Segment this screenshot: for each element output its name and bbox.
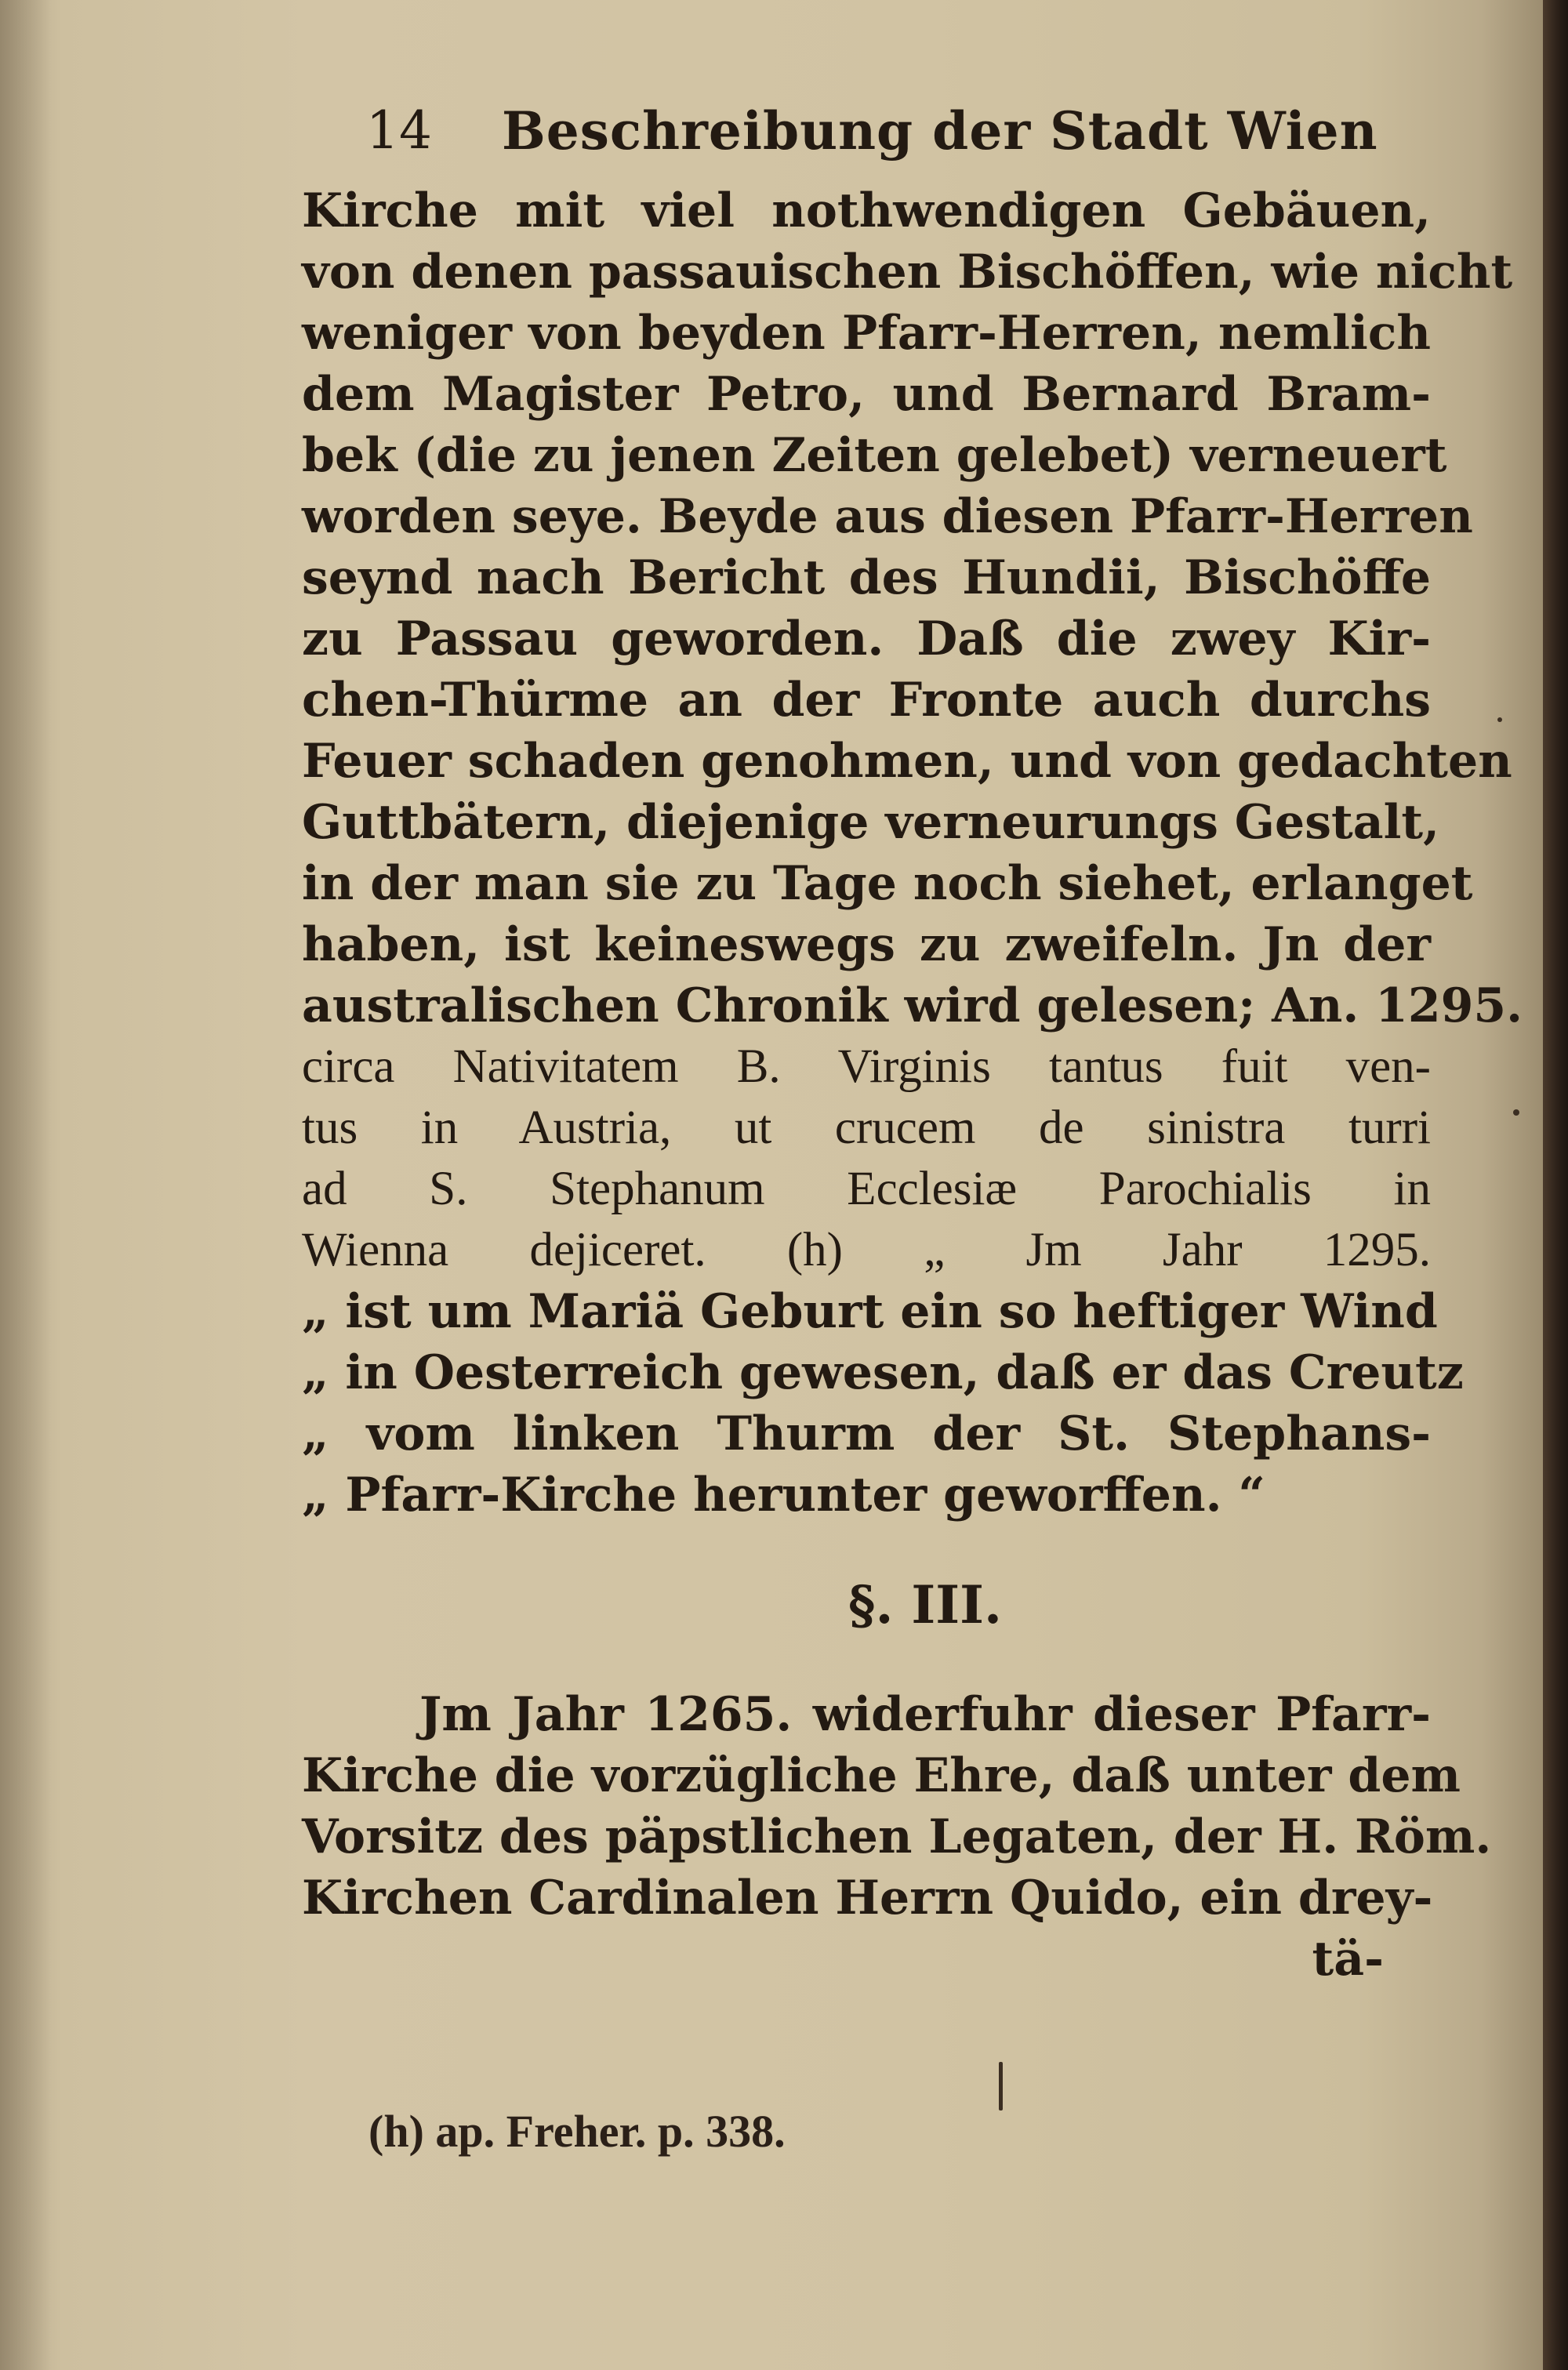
main-text: [302, 180, 1523, 1526]
text-line: von denen passauischen Bischöffen, wie nicht: [302, 245, 1513, 299]
text-line: Kirche mit viel nothwendigen Gebäuen,: [302, 183, 1431, 238]
text-line: haben, ist keineswegs zu zweifeln. Jn der: [302, 917, 1431, 972]
text-line: chen-Thürme an der Fronte auch durchs: [302, 673, 1431, 728]
text-line: Feuer schaden genohmen, und von gedachten: [302, 734, 1512, 789]
text-line: Kirchen Cardinalen Herrn Quido, ein drey-: [302, 1871, 1433, 1925]
text-line: bek (die zu jenen Zeiten gelebet) verneuert: [302, 428, 1447, 483]
text-line: dem Magister Petro, und Bernard Bram-: [302, 367, 1431, 422]
latin-quote-line: tus in Austria, ut crucem de sinistra turri: [302, 1102, 1431, 1154]
latin-quote-line: ad S. Stephanum Ecclesiæ Parochialis in: [302, 1163, 1431, 1215]
ink-speck: [1513, 1109, 1519, 1116]
quoted-translation-line: „ vom linken Thurm der St. Stephans-: [302, 1406, 1431, 1461]
text-line: Vorsitz des päpstlichen Legaten, der H. Röm.: [302, 1809, 1492, 1864]
catchword: tä-: [1312, 1932, 1384, 1987]
footnote: (h) ap. Freher. p. 338.: [368, 2106, 786, 2157]
text-line: australischen Chronik wird gelesen; An. 1295.: [302, 978, 1523, 1033]
text-line: weniger von beyden Pfarr-Herren, nemlich: [302, 306, 1431, 361]
quoted-translation-line: „ in Oesterreich gewesen, daß er das Creutz: [302, 1345, 1464, 1400]
text-line: Kirche die vorzügliche Ehre, daß unter dem: [302, 1748, 1461, 1803]
quoted-translation-line: „ ist um Mariä Geburt ein so heftiger Wind: [302, 1284, 1438, 1339]
running-title: Beschreibung der Stadt Wien: [502, 100, 1378, 162]
text-line: worden seye. Beyde aus diesen Pfarr-Herren: [302, 489, 1473, 544]
text-block: [302, 94, 1523, 1990]
quoted-translation-line: „ Pfarr-Kirche herunter geworffen. “: [302, 1468, 1265, 1523]
paragraph-section-3: [302, 1684, 1492, 1990]
ink-speck: [1497, 717, 1502, 722]
page-header: [302, 94, 1431, 180]
section-heading: §. III.: [848, 1574, 1003, 1635]
ink-speck: [999, 2062, 1003, 2110]
text-line: seynd nach Bericht des Hundii, Bischöffe: [302, 550, 1431, 605]
latin-quote-line: circa Nativitatem B. Virginis tantus fuit ven-: [302, 1040, 1431, 1093]
text-line: zu Passau geworden. Daß die zwey Kir-: [302, 612, 1431, 666]
text-line: Guttbätern, diejenige verneurungs Gestalt,: [302, 795, 1439, 850]
gutter-shadow: [0, 0, 51, 2370]
latin-quote-line: Wienna dejiceret. (h) „ Jm Jahr 1295.: [302, 1224, 1431, 1276]
text-line: Jm Jahr 1265. widerfuhr dieser Pfarr-: [419, 1687, 1431, 1742]
text-line: in der man sie zu Tage noch siehet, erlanget: [302, 856, 1473, 911]
page-number: 14: [366, 100, 432, 161]
book-spine-edge: [1543, 0, 1568, 2370]
